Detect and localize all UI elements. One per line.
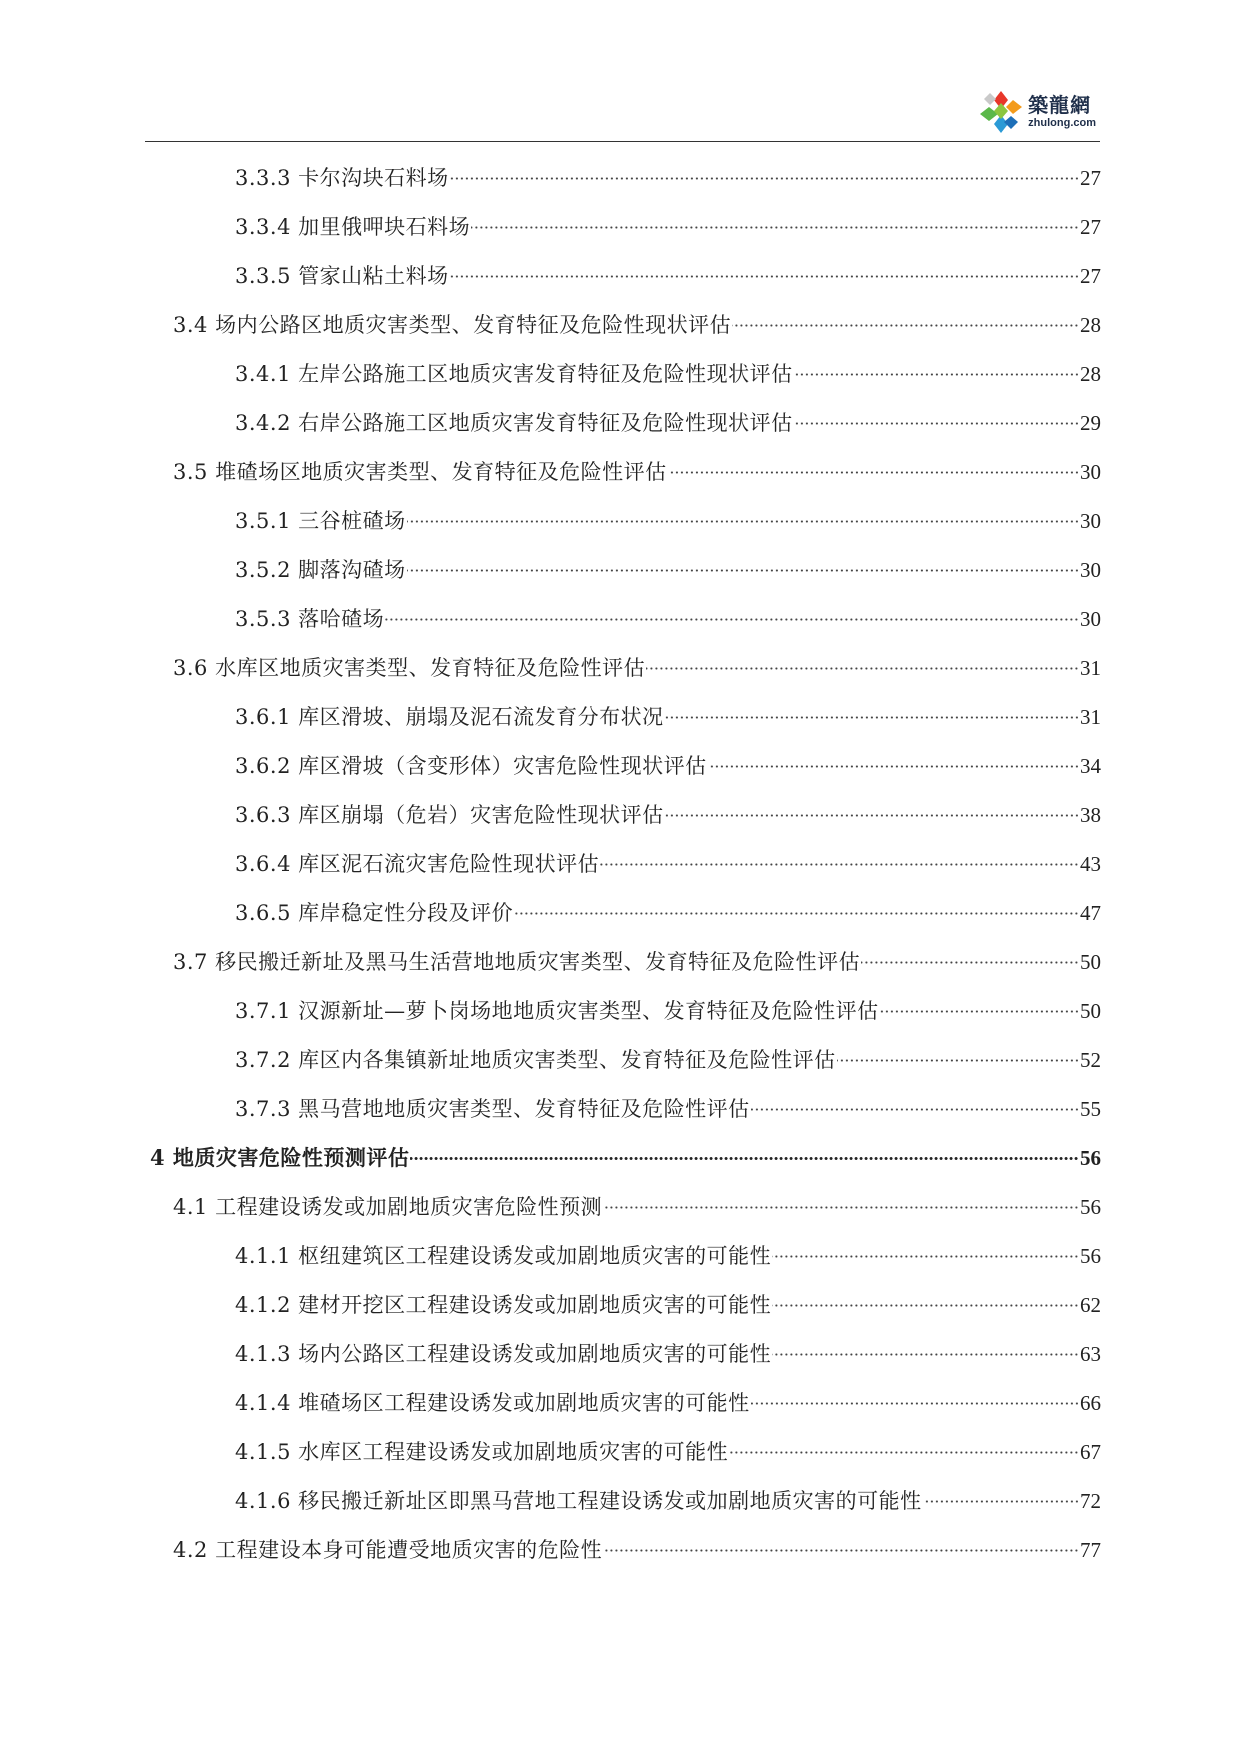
toc-entry-3-3-3[interactable] (0, 152, 1241, 201)
toc-dot-leader (407, 569, 1079, 572)
toc-entry-3-6-5[interactable] (0, 887, 1241, 936)
toc-entry-line (235, 848, 1241, 878)
toc-entry-title: 3.6.5 库岸稳定性分段及评价 (235, 900, 514, 925)
toc-entry-3-3-5[interactable] (0, 250, 1241, 299)
toc-entry-line (173, 456, 1241, 486)
toc-page-number: 50 (1080, 998, 1101, 1023)
toc-entry-line (235, 407, 1241, 437)
toc-dot-leader (880, 1010, 1079, 1013)
zhulong-logo-icon (978, 89, 1024, 135)
toc-entry-title: 3.4.2 右岸公路施工区地质灾害发育特征及危险性现状评估 (235, 410, 793, 435)
toc-dot-leader (751, 1402, 1079, 1405)
toc-entry-title: 3.6.2 库区滑坡（含变形体）灾害危险性现状评估 (235, 753, 707, 778)
toc-entry-title: 4.1.1 枢纽建筑区工程建设诱发或加剧地质灾害的可能性 (235, 1243, 772, 1268)
toc-page-number: 56 (1080, 1194, 1101, 1219)
toc-page-number: 56 (1080, 1145, 1101, 1170)
toc-entry-4-2[interactable] (0, 1524, 1241, 1573)
toc-entry-4-1-2[interactable] (0, 1279, 1241, 1328)
toc-entry-title: 4.1.4 堆碴场区工程建设诱发或加剧地质灾害的可能性 (235, 1390, 750, 1415)
toc-entry-line (173, 946, 1241, 976)
toc-entry-4-1[interactable] (0, 1181, 1241, 1230)
toc-entry-3-6-3[interactable] (0, 789, 1241, 838)
toc-page-number: 62 (1080, 1292, 1101, 1317)
toc-entry-line (235, 603, 1241, 633)
toc-entry-line (235, 1338, 1241, 1368)
toc-entry-3-6-4[interactable] (0, 838, 1241, 887)
toc-page-number: 27 (1080, 214, 1101, 239)
toc-page-number: 28 (1080, 361, 1101, 386)
toc-dot-leader (751, 1108, 1079, 1111)
toc-entry-title: 3.7.3 黑马营地地质灾害类型、发育特征及危险性评估 (235, 1096, 750, 1121)
toc-entry-title: 4.2 工程建设本身可能遭受地质灾害的危险性 (173, 1537, 603, 1562)
toc-entry-line (235, 1093, 1241, 1123)
toc-entry-line (235, 1387, 1241, 1417)
toc-entry-line (235, 211, 1241, 241)
toc-entry-title: 4.1.6 移民搬迁新址区即黑马营地工程建设诱发或加剧地质灾害的可能性 (235, 1488, 922, 1513)
toc-entry-title: 3.6.3 库区崩塌（危岩）灾害危险性现状评估 (235, 802, 664, 827)
toc-entry-line (173, 652, 1241, 682)
toc-dot-leader (646, 667, 1079, 670)
toc-dot-leader (407, 520, 1079, 523)
toc-entry-title: 3.6.4 库区泥石流灾害危险性现状评估 (235, 851, 600, 876)
toc-entry-line (235, 505, 1241, 535)
toc-entry-line (235, 750, 1241, 780)
toc-entry-title: 3.7 移民搬迁新址及黑马生活营地地质灾害类型、发育特征及危险性评估 (173, 949, 861, 974)
toc-dot-leader (471, 226, 1079, 229)
toc-entry-line (150, 1142, 1241, 1172)
toc-dot-leader (450, 177, 1079, 180)
toc-page-number: 55 (1080, 1096, 1101, 1121)
toc-entry-title: 3.3.5 管家山粘土料场 (235, 263, 449, 288)
logo-english-text: zhulong.com (1028, 117, 1096, 129)
toc-entry-line (235, 799, 1241, 829)
toc-dot-leader (708, 765, 1079, 768)
toc-entry-4-1-1[interactable] (0, 1230, 1241, 1279)
zhulong-logo (978, 88, 1096, 136)
toc-entry-3-5[interactable] (0, 446, 1241, 495)
toc-dot-leader (923, 1500, 1079, 1503)
toc-page-number: 30 (1080, 606, 1101, 631)
toc-entry-line (235, 1436, 1241, 1466)
toc-dot-leader (772, 1353, 1079, 1356)
page-header (145, 0, 1100, 142)
toc-entry-3-7-2[interactable] (0, 1034, 1241, 1083)
toc-entry-4-1-6[interactable] (0, 1475, 1241, 1524)
toc-dot-leader (410, 1157, 1079, 1160)
toc-entry-line (235, 1044, 1241, 1074)
toc-entry-line (235, 995, 1241, 1025)
toc-entry-3-5-3[interactable] (0, 593, 1241, 642)
toc-entry-title: 3.6 水库区地质灾害类型、发育特征及危险性评估 (173, 655, 646, 680)
toc-entry-title: 4.1 工程建设诱发或加剧地质灾害危险性预测 (173, 1194, 603, 1219)
toc-page-number: 38 (1080, 802, 1101, 827)
toc-page-number: 77 (1080, 1537, 1101, 1562)
toc-dot-leader (837, 1059, 1079, 1062)
toc-page-number: 27 (1080, 165, 1101, 190)
toc-entry-title: 3.4.1 左岸公路施工区地质灾害发育特征及危险性现状评估 (235, 361, 793, 386)
toc-entry-title: 3.5.1 三谷桩碴场 (235, 508, 406, 533)
table-of-contents (0, 152, 1241, 1573)
toc-dot-leader (603, 1549, 1079, 1552)
toc-page-number: 31 (1080, 704, 1101, 729)
toc-page-number: 28 (1080, 312, 1101, 337)
toc-dot-leader (794, 373, 1079, 376)
toc-entry-3-7-1[interactable] (0, 985, 1241, 1034)
toc-dot-leader (385, 618, 1079, 621)
toc-entry-line (235, 897, 1241, 927)
toc-entry-line (235, 554, 1241, 584)
toc-entry-4-1-3[interactable] (0, 1328, 1241, 1377)
toc-dot-leader (861, 961, 1079, 964)
toc-entry-line (173, 1191, 1241, 1221)
toc-entry-4-1-4[interactable] (0, 1377, 1241, 1426)
toc-entry-title: 3.7.1 汉源新址—萝卜岗场地地质灾害类型、发育特征及危险性评估 (235, 998, 879, 1023)
toc-entry-line (235, 701, 1241, 731)
toc-dot-leader (729, 1451, 1079, 1454)
toc-page-number: 47 (1080, 900, 1101, 925)
toc-entry-3-5-1[interactable] (0, 495, 1241, 544)
toc-entry-title: 3.7.2 库区内各集镇新址地质灾害类型、发育特征及危险性评估 (235, 1047, 836, 1072)
toc-entry-title: 3.3.3 卡尔沟块石料场 (235, 165, 449, 190)
toc-entry-3-3-4[interactable] (0, 201, 1241, 250)
toc-page-number: 66 (1080, 1390, 1101, 1415)
toc-dot-leader (603, 1206, 1079, 1209)
toc-entry-line (173, 1534, 1241, 1564)
toc-page-number: 27 (1080, 263, 1101, 288)
logo-chinese-text: 築龍網 (1028, 93, 1092, 117)
toc-entry-line (235, 1289, 1241, 1319)
toc-entry-title: 3.5.3 落哈碴场 (235, 606, 385, 631)
toc-entry-title: 3.3.4 加里俄呷块石料场 (235, 214, 471, 239)
toc-page-number: 30 (1080, 508, 1101, 533)
toc-dot-leader (600, 863, 1079, 866)
toc-entry-title: 4.1.2 建材开挖区工程建设诱发或加剧地质灾害的可能性 (235, 1292, 772, 1317)
toc-entry-line (235, 1485, 1241, 1515)
toc-dot-leader (514, 912, 1079, 915)
toc-dot-leader (665, 716, 1079, 719)
toc-entry-line (173, 309, 1241, 339)
toc-page-number: 72 (1080, 1488, 1101, 1513)
toc-entry-title: 4 地质灾害危险性预测评估 (150, 1144, 410, 1170)
toc-page-number: 43 (1080, 851, 1101, 876)
toc-page-number: 34 (1080, 753, 1101, 778)
toc-page-number: 50 (1080, 949, 1101, 974)
toc-page-number: 30 (1080, 459, 1101, 484)
toc-dot-leader (668, 471, 1079, 474)
toc-entry-4-1-5[interactable] (0, 1426, 1241, 1475)
toc-page-number: 31 (1080, 655, 1101, 680)
toc-dot-leader (665, 814, 1079, 817)
toc-entry-title: 4.1.5 水库区工程建设诱发或加剧地质灾害的可能性 (235, 1439, 729, 1464)
toc-entry-3-6[interactable] (0, 642, 1241, 691)
toc-entry-3-6-1[interactable] (0, 691, 1241, 740)
toc-page-number: 67 (1080, 1439, 1101, 1464)
toc-entry-3-4-1[interactable] (0, 348, 1241, 397)
toc-page-number: 56 (1080, 1243, 1101, 1268)
toc-entry-title: 3.5 堆碴场区地质灾害类型、发育特征及危险性评估 (173, 459, 667, 484)
toc-entry-3-7-3[interactable] (0, 1083, 1241, 1132)
toc-page-number: 52 (1080, 1047, 1101, 1072)
toc-dot-leader (450, 275, 1079, 278)
toc-entry-line (235, 358, 1241, 388)
toc-page-number: 29 (1080, 410, 1101, 435)
toc-page-number: 30 (1080, 557, 1101, 582)
toc-dot-leader (794, 422, 1079, 425)
toc-entry-title: 3.6.1 库区滑坡、崩塌及泥石流发育分布状况 (235, 704, 664, 729)
toc-entry-line (235, 260, 1241, 290)
toc-dot-leader (732, 324, 1079, 327)
toc-entry-3-4-2[interactable] (0, 397, 1241, 446)
toc-dot-leader (772, 1304, 1079, 1307)
toc-entry-line (235, 162, 1241, 192)
toc-entry-title: 3.5.2 脚落沟碴场 (235, 557, 406, 582)
toc-entry-title: 4.1.3 场内公路区工程建设诱发或加剧地质灾害的可能性 (235, 1341, 772, 1366)
toc-page-number: 63 (1080, 1341, 1101, 1366)
toc-entry-4[interactable] (0, 1132, 1241, 1181)
toc-entry-3-4[interactable] (0, 299, 1241, 348)
toc-dot-leader (772, 1255, 1079, 1258)
toc-entry-line (235, 1240, 1241, 1270)
toc-entry-title: 3.4 场内公路区地质灾害类型、发育特征及危险性现状评估 (173, 312, 732, 337)
toc-entry-3-6-2[interactable] (0, 740, 1241, 789)
toc-entry-3-5-2[interactable] (0, 544, 1241, 593)
toc-entry-3-7[interactable] (0, 936, 1241, 985)
